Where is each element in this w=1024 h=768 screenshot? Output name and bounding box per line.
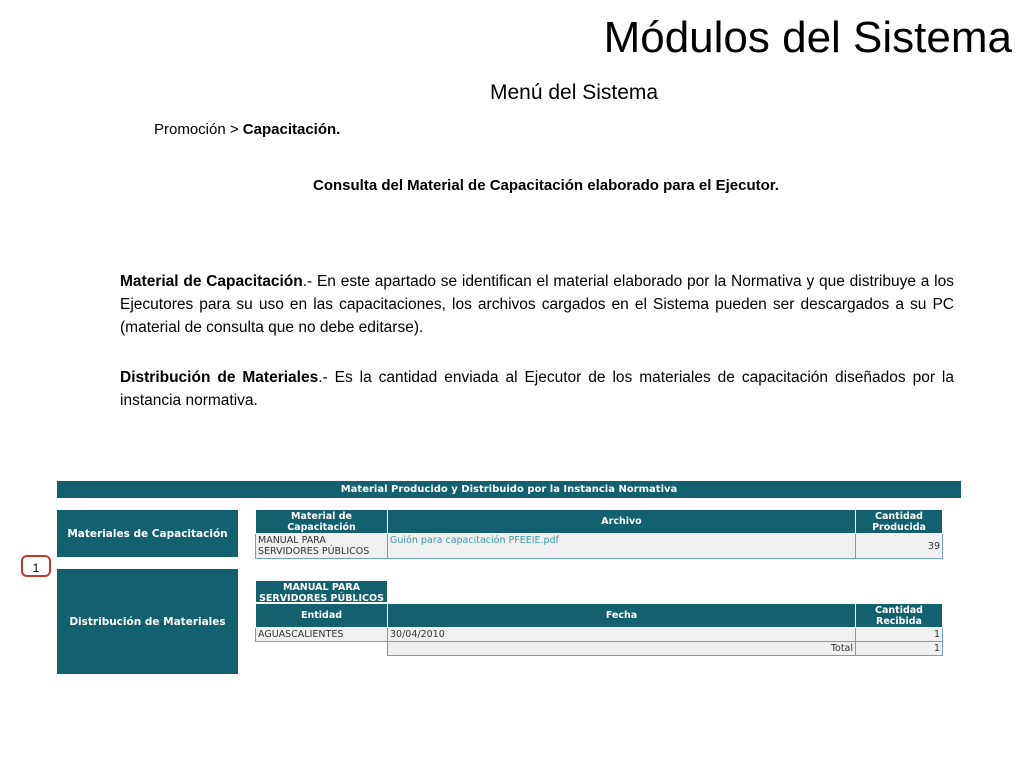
table-row <box>256 534 943 559</box>
sidebar-item-materiales[interactable] <box>57 510 238 557</box>
column-header-qty: Cantidad Producida <box>856 510 943 534</box>
sidebar-item-distribucion[interactable] <box>57 569 238 674</box>
column-header-material: Material de Capacitación <box>256 510 388 534</box>
column-header-entity: Entidad <box>256 604 388 628</box>
blank-cell <box>256 642 388 656</box>
breadcrumb-parent: Promoción > <box>154 121 239 138</box>
table-header-row <box>256 604 943 628</box>
table-row <box>256 628 943 642</box>
section-heading: Consulta del Material de Capacitación elaborado para el Ejecutor. <box>313 177 779 194</box>
paragraph-material <box>120 270 954 339</box>
breadcrumb-current: Capacitación. <box>242 121 341 138</box>
sidebar-item-label: Distribución de Materiales <box>69 615 226 628</box>
paragraph-distribution <box>120 366 954 412</box>
cell-material: MANUAL PARA SERVIDORES PÚBLICOS <box>256 534 388 559</box>
column-header-qty: Cantidad Recibida <box>856 604 943 628</box>
total-value: 1 <box>856 642 943 656</box>
paragraph-text: .- En este apartado se identifican el material elaborado por la Normativa y que distribuye a los Ejecutores para su uso en las capacitaciones, los archivos cargados en el Sistema pueden ser descargados a su PC (material de consulta que no debe editarse). <box>120 273 954 336</box>
distribution-group-header: MANUAL PARA SERVIDORES PÚBLICOS <box>255 580 388 603</box>
paragraph-term: Distribución de Materiales <box>120 369 319 386</box>
file-download-link[interactable]: Guión para capacitación PFEEIE.pdf <box>388 534 856 559</box>
breadcrumb <box>154 120 340 140</box>
sidebar-item-label: Materiales de Capacitación <box>67 527 228 540</box>
distribution-table <box>255 603 943 656</box>
step-marker: 1 <box>21 555 51 577</box>
paragraph-term: Material de Capacitación <box>120 273 303 290</box>
cell-entity: AGUASCALIENTES <box>256 628 388 642</box>
table-header-row <box>256 510 943 534</box>
cell-qty: 39 <box>856 534 943 559</box>
header-bar: Material Producido y Distribuido por la Instancia Normativa <box>57 481 961 498</box>
slide-subtitle: Menú del Sistema <box>490 81 659 104</box>
cell-date: 30/04/2010 <box>388 628 856 642</box>
total-row <box>256 642 943 656</box>
cell-qty: 1 <box>856 628 943 642</box>
paragraph-text: .- Es la cantidad enviada al Ejecutor de los materiales de capacitación diseñados por la instancia normativa. <box>120 369 954 409</box>
total-label: Total <box>388 642 856 656</box>
slide-title: Módulos del Sistema <box>603 13 1012 62</box>
column-header-date: Fecha <box>388 604 856 628</box>
column-header-file: Archivo <box>388 510 856 534</box>
materials-table <box>255 509 943 559</box>
